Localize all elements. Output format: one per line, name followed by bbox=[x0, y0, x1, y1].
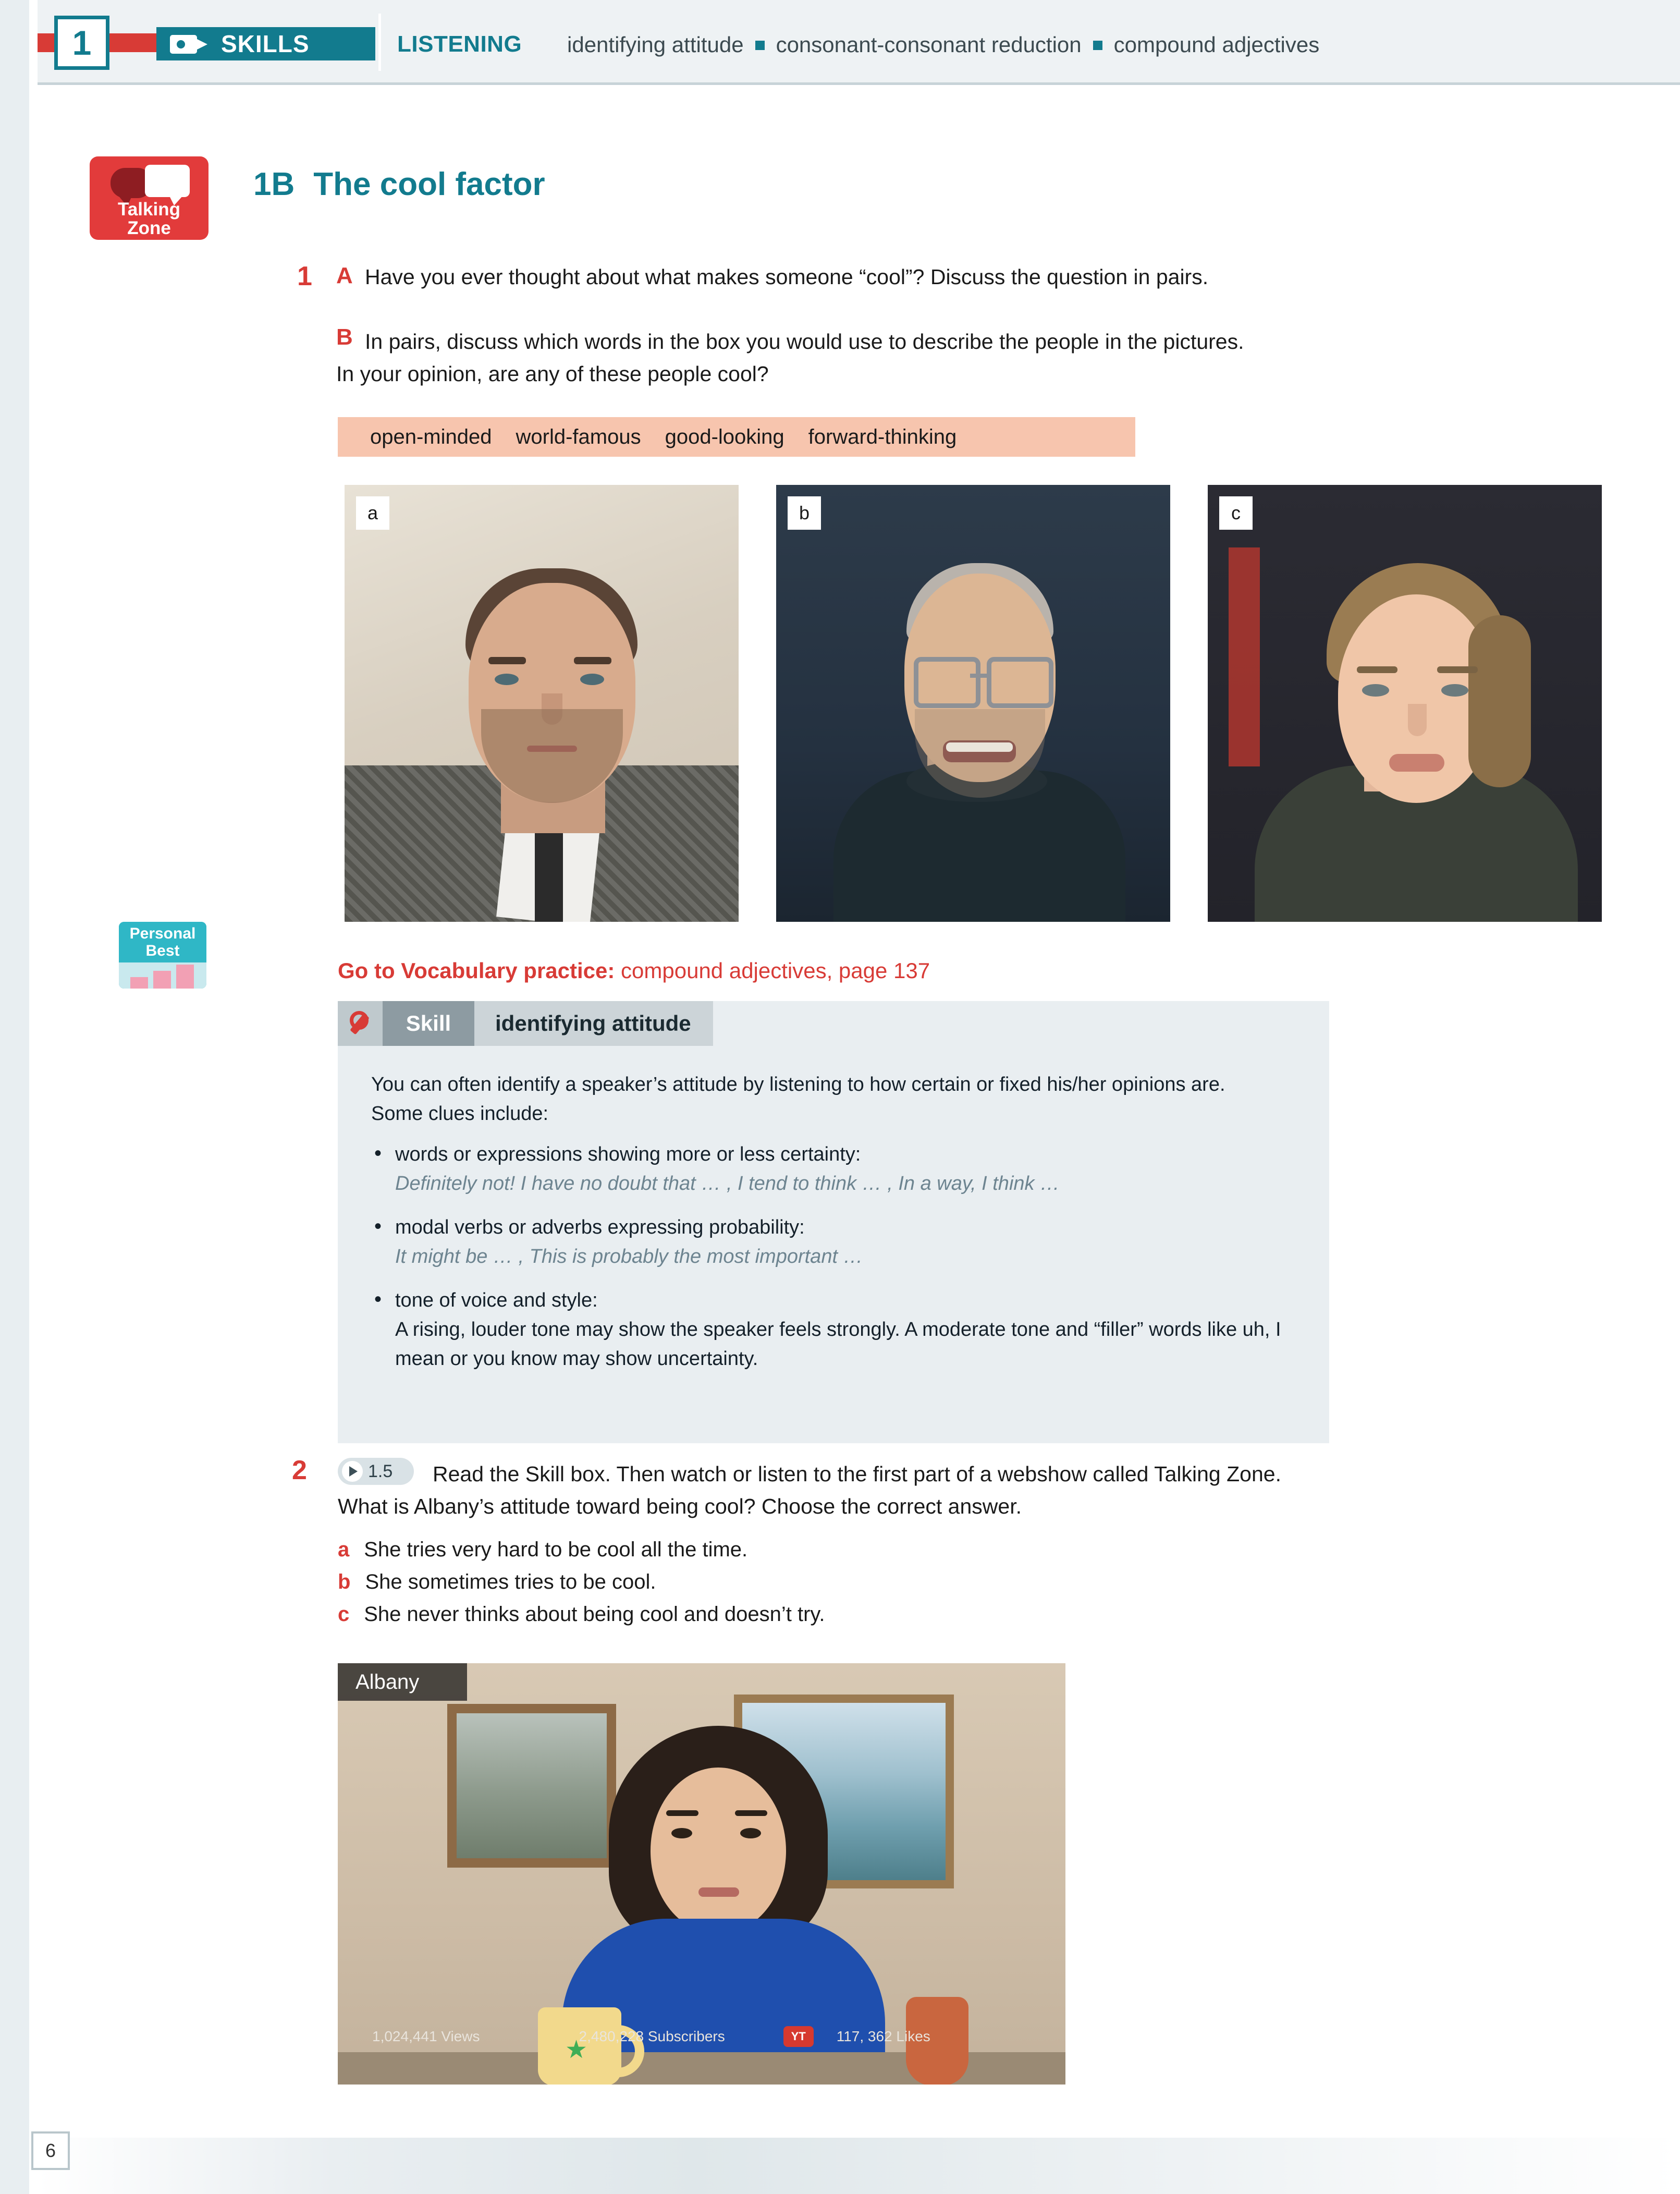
exercise-1b-text bbox=[336, 325, 1486, 390]
footer-band bbox=[38, 2138, 1680, 2194]
topic-separator-square bbox=[755, 41, 765, 50]
word-box-item-2: world-famous bbox=[516, 425, 641, 448]
video-subscribers: 2,480,228 Subscribers bbox=[579, 2028, 725, 2044]
exercise-2-option-c[interactable] bbox=[338, 1603, 825, 1626]
wall-picture-1 bbox=[447, 1704, 616, 1868]
page-number: 6 bbox=[31, 2131, 70, 2170]
talking-zone-line1: Talking bbox=[118, 199, 180, 220]
word-box-item-4: forward-thinking bbox=[808, 425, 957, 448]
personal-best-line1: Personal bbox=[129, 925, 196, 942]
option-b-label: b bbox=[338, 1570, 351, 1593]
header-topic-2: consonant-consonant reduction bbox=[776, 32, 1082, 57]
talking-zone-line2: Zone bbox=[127, 218, 171, 238]
left-margin-rail bbox=[0, 0, 38, 2194]
audio-track-number: 1.5 bbox=[368, 1461, 393, 1481]
personal-best-line2: Best bbox=[145, 942, 180, 959]
exercise-1b-line2: In your opinion, are any of these people cool? bbox=[336, 362, 769, 386]
skill-bullet-lead: tone of voice and style: bbox=[395, 1289, 598, 1311]
skills-tab-label: SKILLS bbox=[221, 30, 310, 57]
go-to-vocabulary-link[interactable] bbox=[338, 958, 930, 983]
skill-bullet-lead: modal verbs or adverbs expressing probability: bbox=[395, 1216, 805, 1238]
exercise-1a-letter: A bbox=[336, 263, 353, 288]
header-red-bar-left bbox=[38, 33, 55, 52]
talking-zone-badge bbox=[90, 156, 209, 240]
skill-box-bullet bbox=[371, 1140, 1299, 1198]
exercise-2-line2: What is Albany’s attitude toward being cool? Choose the correct answer. bbox=[338, 1494, 1022, 1518]
page-title bbox=[253, 166, 545, 203]
photo-c-label: c bbox=[1219, 496, 1253, 530]
wrench-icon bbox=[347, 1010, 374, 1037]
skill-box-bullet bbox=[371, 1286, 1299, 1373]
play-icon[interactable] bbox=[342, 1461, 363, 1482]
word-box-item-1: open-minded bbox=[370, 425, 492, 448]
bar-chart-icon bbox=[119, 962, 206, 989]
go-to-vocabulary-rest: compound adjectives, page 137 bbox=[615, 958, 930, 983]
header-topic-1: identifying attitude bbox=[567, 32, 744, 57]
header-divider bbox=[378, 14, 381, 71]
skill-box-bullet bbox=[371, 1213, 1299, 1271]
exercise-1b-letter: B bbox=[336, 324, 353, 350]
video-name-tag: Albany bbox=[338, 1663, 467, 1701]
mug-prop: ★ bbox=[538, 2007, 621, 2085]
skill-box-header bbox=[338, 1001, 755, 1046]
word-box-item-3: good-looking bbox=[665, 425, 784, 448]
header-skill-area: LISTENING bbox=[397, 31, 522, 57]
skill-bullet-plain: A rising, louder tone may show the speaker feels strongly. A moderate tone and “filler” words like uh, I mean or you know may show uncertainty. bbox=[395, 1319, 1281, 1370]
exercise-1-number: 1 bbox=[297, 261, 312, 291]
header-red-bar-mid bbox=[109, 33, 157, 52]
topic-separator-square bbox=[1093, 41, 1102, 50]
header-rule bbox=[38, 82, 1680, 85]
skill-box-name: identifying attitude bbox=[474, 1001, 713, 1046]
exercise-2-number: 2 bbox=[292, 1455, 307, 1485]
personal-best-badge bbox=[119, 922, 206, 989]
video-views: 1,024,441 Views bbox=[372, 2028, 480, 2044]
header-topics bbox=[567, 32, 1319, 57]
video-likes: 117, 362 Likes bbox=[836, 2028, 930, 2044]
option-a-text: She tries very hard to be cool all the time. bbox=[364, 1538, 748, 1561]
audio-track-button[interactable] bbox=[338, 1458, 414, 1485]
video-camera-icon bbox=[170, 32, 209, 56]
video-still[interactable] bbox=[338, 1663, 1065, 2085]
option-b-text: She sometimes tries to be cool. bbox=[365, 1570, 656, 1593]
skill-bullet-lead: words or expressions showing more or less certainty: bbox=[395, 1143, 861, 1165]
skill-box-body bbox=[371, 1070, 1299, 1388]
personal-best-text bbox=[119, 922, 206, 960]
skill-box-intro: You can often identify a speaker’s attitude by listening to how certain or fixed his/her opinions are. Some clues include: bbox=[371, 1074, 1225, 1125]
left-margin-inner bbox=[29, 0, 38, 2194]
unit-number-badge: 1 bbox=[54, 16, 109, 70]
exercise-1a-text: Have you ever thought about what makes someone “cool”? Discuss the question in pairs. bbox=[365, 265, 1209, 289]
exercise-2-option-a[interactable] bbox=[338, 1538, 747, 1562]
photo-b-label: b bbox=[788, 496, 821, 530]
photo-a bbox=[345, 485, 739, 922]
wrench-icon-container bbox=[338, 1001, 383, 1046]
option-c-text: She never thinks about being cool and doesn’t try. bbox=[364, 1603, 825, 1626]
photo-a-label: a bbox=[356, 496, 389, 530]
talking-zone-badge-text bbox=[90, 200, 209, 238]
exercise-2-option-b[interactable] bbox=[338, 1570, 656, 1594]
go-to-vocabulary-bold: Go to Vocabulary practice: bbox=[338, 958, 615, 983]
option-c-label: c bbox=[338, 1603, 350, 1626]
skill-box-bullet-list bbox=[371, 1140, 1299, 1373]
exercise-2-line1: Read the Skill box. Then watch or listen to the first part of a webshow called Talking Zone. bbox=[433, 1462, 1281, 1486]
exercise-1b-line1: In pairs, discuss which words in the box you would use to describe the people in the pictures. bbox=[365, 330, 1244, 354]
photo-b bbox=[776, 485, 1170, 922]
vocabulary-word-box bbox=[338, 417, 1135, 457]
photo-c bbox=[1208, 485, 1602, 922]
lesson-title-text: The cool factor bbox=[313, 166, 545, 202]
lesson-code: 1B bbox=[253, 166, 295, 202]
youtube-icon[interactable]: YT bbox=[783, 2026, 814, 2047]
skills-tab bbox=[156, 27, 375, 60]
skill-bullet-example: Definitely not! I have no doubt that … , I tend to think … , In a way, I think … bbox=[395, 1173, 1060, 1194]
video-stats-bar bbox=[338, 2021, 1065, 2052]
skill-box-label: Skill bbox=[383, 1001, 474, 1046]
skill-bullet-example: It might be … , This is probably the most important … bbox=[395, 1246, 863, 1267]
speech-bubble-icon bbox=[145, 165, 190, 197]
header-topic-3: compound adjectives bbox=[1113, 32, 1320, 57]
option-a-label: a bbox=[338, 1538, 350, 1561]
